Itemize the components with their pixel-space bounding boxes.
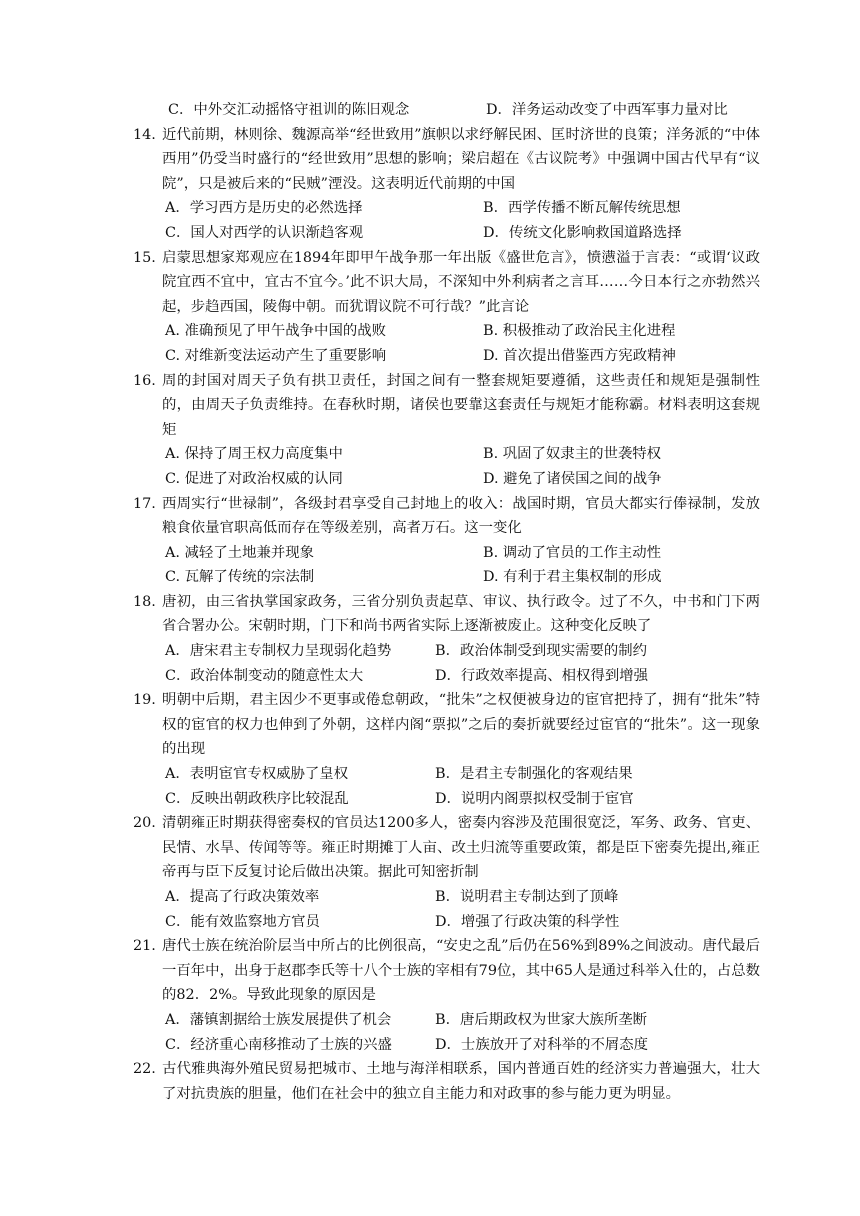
option-d: D．士族放开了对科举的不屑态度 [435,1036,649,1053]
option-b: B．唐后期政权为世家大族所垄断 [435,1011,648,1028]
option-d: D. 首次提出借鉴西方宪政精神 [483,347,676,364]
question-number: 22. [133,1061,156,1078]
question-stem: 清朝雍正时期获得密奏权的官员达1200多人，密奏内容涉及范围很宽泛，军务、政务、官吏、民情、水旱、传闻等等。雍正时期摊丁人亩、改土归流等重要政策，都是臣下密奏先提出,雍正帝再与臣下反复讨论后做出决策。据此可知密折制 [162,815,760,881]
question-stem: 明朝中后期，君主因少不更事或倦怠朝政，“批朱”之权便被身边的宦官把持了，拥有“批朱”特权的宦官的权力也伸到了外朝，这样内阁“票拟”之后的奏折就要经过宦官的“批朱”。这一现象的出现 [162,692,760,758]
option-d: D. 有利于君主集权制的形成 [483,569,662,586]
question-stem: 古代雅典海外殖民贸易把城市、土地与海洋相联系，国内普通百姓的经济实力普遍强大，壮大了对抗贵族的胆量，他们在社会中的独立自主能力和对政事的参与能力更为明显。 [162,1061,760,1102]
question-22 [0,1057,860,1106]
option-c: C．能有效监察地方官员 [165,913,320,930]
option-a: A. 减轻了土地兼并现象 [165,544,315,561]
question-14 [0,123,860,246]
question-number: 14. [133,126,156,143]
option-d: D. 避免了诸侯国之间的战争 [483,470,662,487]
option-c: C．中外交汇动摇恪守祖训的陈旧观念 [168,102,410,118]
question-stem: 唐代士族在统治阶层当中所占的比例很高，“安史之乱”后仍在56%到89%之间波动。唐代最后一百年中，出身于赵郡李氏等十八个士族的宰相有79位，其中65人是通过科举入仕的，占总数的82．2%。导致此现象的原因是 [162,938,760,1004]
question-stem: 唐初，由三省执掌国家政务，三省分别负责起草、审议、执行政令。过了不久，中书和门下两省合署办公。宋朝时期，门下和尚书两省实际上逐渐被废止。这种变化反映了 [162,593,760,635]
question-number: 20. [133,815,156,832]
option-b: B．说明君主专制达到了顶峰 [435,889,619,905]
option-a: A．唐宋君主专制权力呈现弱化趋势 [165,643,392,660]
option-c: C．国人对西学的认识渐趋客观 [165,224,364,241]
question-number: 18. [133,593,156,610]
option-c: C．经济重心南移推动了士族的兴盛 [165,1036,392,1053]
question-21 [0,934,860,1057]
question-number: 15. [133,249,156,266]
option-d: D．说明内阁票拟权受制于宦官 [435,790,634,807]
option-b: B. 调动了官员的工作主动性 [483,544,662,561]
question-number: 16. [133,372,156,389]
question-17 [0,492,860,590]
exam-page [0,98,860,1106]
option-a: A．表明宦官专权威胁了皇权 [165,766,349,783]
question-15 [0,246,860,369]
question-stem: 西周实行“世禄制”，各级封君享受自己封地上的收入：战国时期，官员大都实行俸禄制，发放粮食依量官职高低而存在等级差别，高者万石。这一变化 [162,495,760,537]
question-20 [0,811,860,934]
question-stem: 近代前期，林则徐、魏源高举“经世致用”旗帜以求纾解民困、匡时济世的良策；洋务派的“中体西用”仍受当时盛行的“经世致用”思想的影响；梁启超在《古议院考》中强调中国古代早有“议院”，只是被后来的“民贼”湮没。这表明近代前期的中国 [162,126,760,192]
option-b: B. 积极推动了政治民主化进程 [483,323,676,340]
question-number: 17. [133,495,156,512]
option-a: A. 准确预见了甲午战争中国的战败 [165,323,387,340]
question-stem: 启蒙思想家郑观应在1894年即甲午战争那一年出版《盛世危言》，愤懑溢于言表：“或谓‘议政院宜西不宜中，宜古不宜今。’此不识大局，不深知中外利病者之言耳……今日本行之亦勃然兴起，步趋西国，陵侮中朝。而犹谓议院不可行哉？”此言论 [162,249,760,315]
question-number: 19. [133,692,156,709]
question-stem: 周的封国对周天子负有拱卫责任，封国之间有一整套规矩要遵循，这些责任和规矩是强制性的，由周天子负责维持。在春秋时期，诸侯也要靠这套责任与规矩才能称霸。材料表明这套规矩 [162,372,760,438]
option-d: D．洋务运动改变了中西军事力量对比 [486,102,728,118]
option-a: A. 保持了周王权力高度集中 [165,446,343,463]
question-16 [0,369,860,492]
option-d: D．行政效率提高、相权得到增强 [435,667,649,684]
option-c: C. 瓦解了传统的宗法制 [165,569,315,586]
option-c: C. 对维新变法运动产生了重要影响 [165,347,387,364]
option-a: A．学习西方是历史的必然选择 [165,200,363,217]
option-a: A．藩镇割据给士族发展提供了机会 [165,1011,392,1028]
question-19 [0,688,860,811]
option-b: B．政治体制受到现实需要的制约 [435,643,648,660]
option-c: C．反映出朝政秩序比较混乱 [165,790,349,807]
q13-options-continued [0,98,860,123]
option-a: A．提高了行政决策效率 [165,889,320,905]
option-d: D．传统文化影响救国道路选择 [483,224,682,241]
option-b: B．西学传播不断瓦解传统思想 [483,200,681,217]
option-c: C. 促进了对政治权威的认同 [165,470,343,487]
option-d: D．增强了行政决策的科学性 [435,913,620,930]
question-18 [0,590,860,688]
option-b: B. 巩固了奴隶主的世袭特权 [483,446,662,463]
option-b: B．是君主专制强化的客观结果 [435,766,633,783]
option-c: C．政治体制变动的随意性太大 [165,667,364,684]
question-number: 21. [133,938,156,955]
